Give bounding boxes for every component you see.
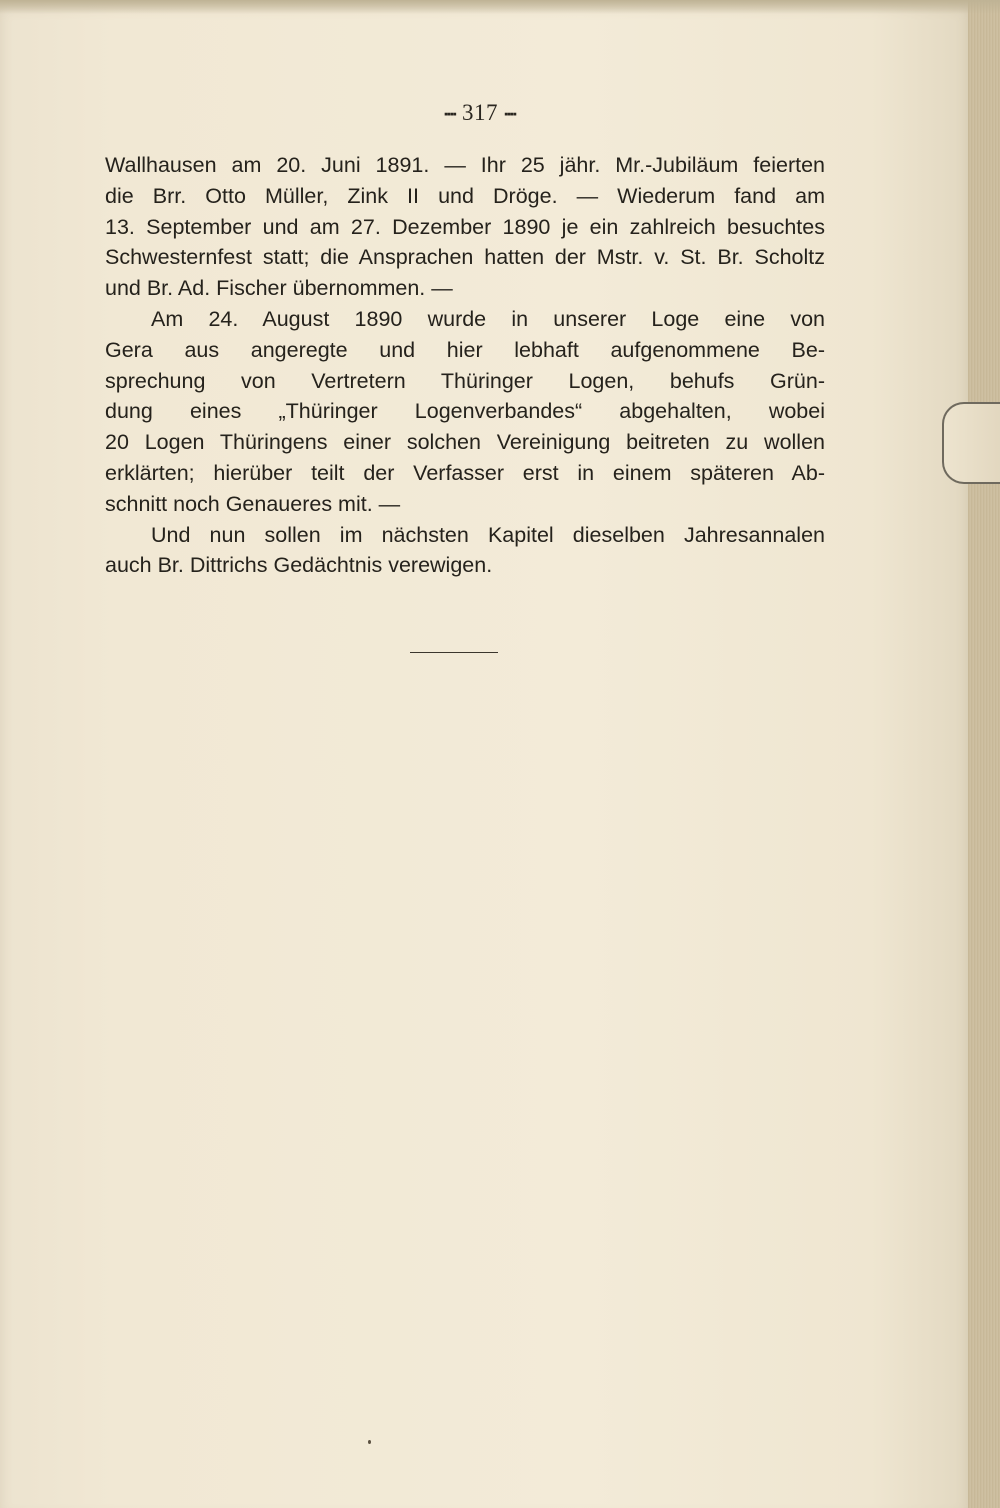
ornament-right: ▪▪▪▪ [504,108,516,121]
text-line: schnitt noch Genaueres mit. — [105,491,401,516]
text-line: Wallhausen am 20. Juni 1891. — Ihr 25 jähr. Mr.-Jubiläum feierten [105,153,825,177]
top-shadow [0,0,1000,14]
page-edges [968,0,1000,1508]
show-through-background [110,470,830,1310]
text-line: sprechung von Vertretern Thüringer Logen, behufs Grün- [105,368,825,393]
text-line: 13. September und am 27. Dezember 1890 je ein zahlreich besuchtes [105,214,825,239]
ornament-left: ▪▪▪▪ [444,108,456,121]
text-line: Und nun sollen im nächsten Kapitel dieselben Jahresannalen [151,522,825,547]
text-line: auch Br. Dittrichs Gedächtnis verewigen. [105,553,493,578]
text-line: Schwesternfest statt; die Ansprachen hatten der Mstr. v. St. Br. Scholtz [105,245,825,270]
paper-speck [368,1440,371,1444]
text-line: und Br. Ad. Fischer übernommen. — [105,276,453,301]
text-line: 20 Logen Thüringens einer solchen Vereinigung beitreten zu wollen [105,430,825,455]
text-line: die Brr. Otto Müller, Zink II und Dröge. — Wiederum fand am [105,183,825,208]
text-line: erklärten; hierüber teilt der Verfasser erst in einem späteren Ab- [105,460,825,485]
page-header [380,100,580,126]
text-line: dung eines „Thüringer Logenverbandes“ abgehalten, wobei [105,399,825,424]
text-line: Am 24. August 1890 wurde in unserer Loge eine von [151,306,825,331]
thumb-index-tab [942,402,1000,484]
paragraph-1 [105,150,825,304]
text-line: Gera aus angeregte und hier lebhaft aufgenommene Be- [105,337,825,362]
page-number: 317 [462,100,498,125]
